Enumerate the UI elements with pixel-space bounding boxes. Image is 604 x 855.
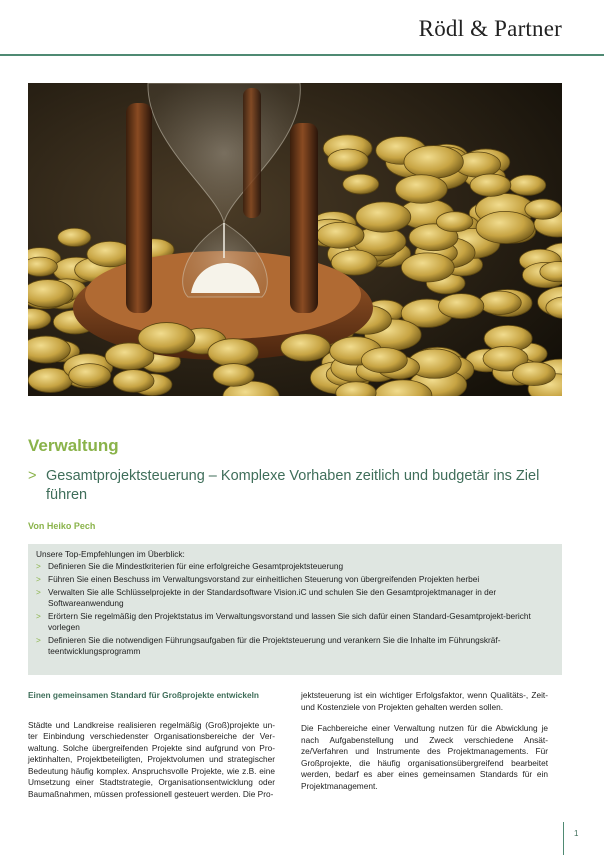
body-column-left	[28, 690, 275, 810]
header-rule	[0, 54, 604, 56]
brand-logo: Rödl & Partner	[418, 16, 562, 41]
hero-image	[28, 83, 562, 396]
page-number: 1	[574, 829, 579, 838]
body-paragraph: Die Fachbereiche einer Verwaltung nutzen für die Abwicklung je nach Aufgabenstellung und Zweck verschiedene Ansät-ze/Verfahren und Instrumente des Projektmanagements. Für Großprojekte, die häufig organisationsübergreifend bearbeitet werden, bedarf es aber eines gemeinsamen Standards für ein Projektmanagement.	[301, 723, 548, 791]
recommendation-item: > Erörtern Sie regelmäßig den Projektstatus im Verwaltungsvorstand und lassen Sie sich dafür einen Standard-Gesamtprojekt-bericht vorlegen	[36, 611, 531, 632]
subtitle-arrow-icon: >	[28, 468, 37, 484]
recommendation-item: > Führen Sie einen Beschuss im Verwaltungsvorstand zur einheitlichen Steuerung von übergreifenden Projekten herbei	[36, 574, 480, 584]
bullet-arrow-icon: >	[36, 635, 41, 645]
bullet-arrow-icon: >	[36, 587, 41, 597]
bullet-arrow-icon: >	[36, 561, 41, 571]
author-byline: Von Heiko Pech	[28, 521, 96, 531]
column-heading: Einen gemeinsamen Standard für Großprojekte entwickeln	[28, 690, 259, 700]
recommendation-item: > Definieren Sie die Mindestkriterien für eine erfolgreiche Gesamtprojektsteuerung	[36, 561, 344, 571]
subtitle-text: Gesamtprojektsteuerung – Komplexe Vorhaben zeitlich und budgetär ins Ziel führen	[46, 468, 540, 503]
hourglass-coins-photo-icon	[28, 83, 562, 396]
section-title: Verwaltung	[28, 436, 119, 455]
bullet-arrow-icon: >	[36, 574, 41, 584]
footer-rule	[563, 822, 564, 855]
body-paragraph: jektsteuerung ist ein wichtiger Erfolgsfaktor, wenn Qualitäts-, Zeit- und Kostenziele von Projekten gehalten werden sollen.	[301, 690, 548, 712]
recommendation-list	[36, 561, 554, 657]
bullet-arrow-icon: >	[36, 611, 41, 621]
summary-intro: Unsere Top-Empfehlungen im Überblick:	[36, 549, 185, 559]
body-paragraph: Städte und Landkreise realisieren regelmäßig (Groß)projekte un-ter Einbindung verschiedenster Organisationsbereiche der Ver-waltung. Solche übergreifenden Projekte sind aufgrund von Pro-jektinhalten, Projektbeteiligten, Projektvolumen und strategischer Bedeutung häufig komplex. Anspruchsvolle Projekte, wie z.B. eine Umsetzung einer Stadtstrategie, Organisationsentwicklung oder Baumaßnahmen, müssen professionell gesteuert werden. Die Pro-	[28, 719, 275, 799]
recommendation-item: > Definieren Sie die notwendigen Führungsaufgaben für die Projektsteuerung und verankern Sie die Inhalte im Führungskräf-teentwicklungsprogramm	[36, 635, 501, 656]
article-subtitle	[28, 467, 548, 505]
recommendation-item: > Verwalten Sie alle Schlüsselprojekte in der Standardsoftware Vision.iC und schulen Sie den Gesamtprojektmanager in der Softwareanwendung	[36, 587, 497, 608]
body-column-right	[301, 690, 548, 802]
summary-box	[28, 544, 562, 675]
